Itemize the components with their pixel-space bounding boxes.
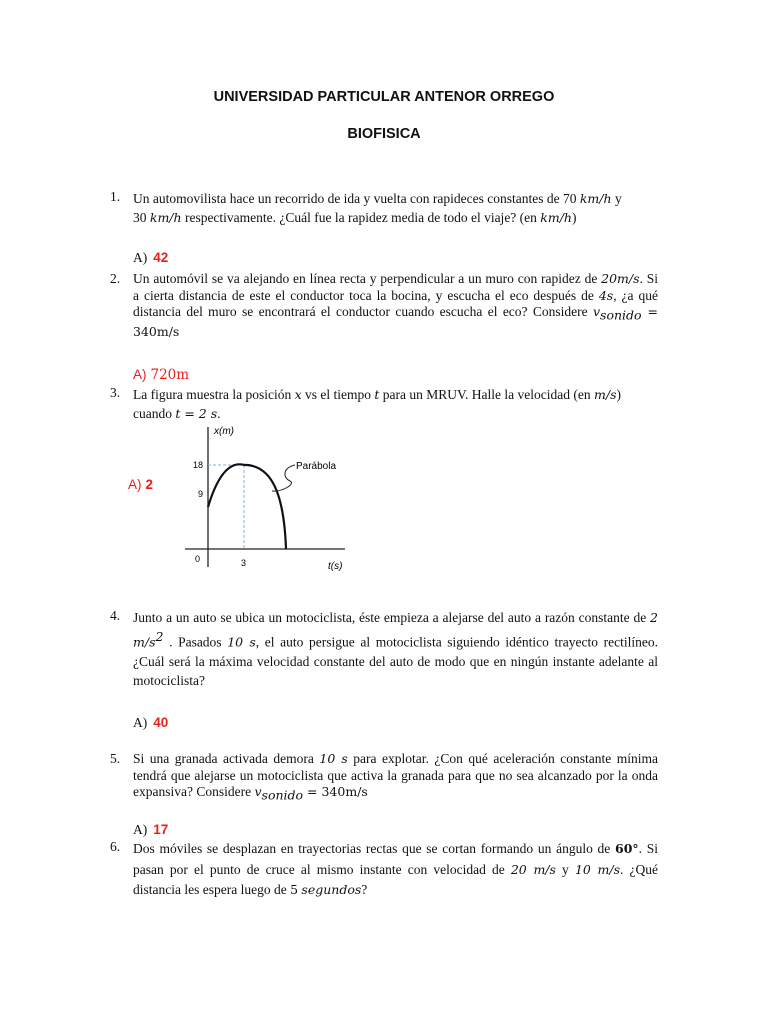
question-3-text: La figura muestra la posición x vs el tiempo t para un MRUV. Halle la velocidad (en m/s) cuando t = 2 s. [133, 387, 621, 421]
question-3-answer: A) 2 [128, 477, 154, 492]
parabola-curve [208, 464, 286, 549]
question-6-text: Dos móviles se desplazan en trayectorias rectas que se cortan formando un ángulo de 60°. Si pasan por el punto de cruce al mismo instante con velocidad de 20 m/s y 10 m/s. ¿Qué distancia les espera luego de 5 segundos? [133, 841, 659, 897]
question-5-answer: A) 17 [133, 822, 169, 837]
question-4-answer: A) 40 [133, 715, 169, 730]
question-number: 1. [110, 189, 121, 204]
question-2-answer: A) 720m [133, 367, 190, 383]
question-number: 2. [110, 271, 121, 286]
y-tick-label: 18 [193, 460, 204, 470]
question-number: 6. [110, 839, 121, 854]
question-1-answer: A) 42 [133, 250, 169, 265]
x-tick-label: 0 [195, 554, 201, 564]
question-number: 4. [110, 608, 121, 623]
question-4-text: Junto a un auto se ubica un motociclista, éste empieza a alejarse del auto a razón constante de 2 $m/s^2$ . Pasados 10 s, el auto persigue al motociclista siguiendo idéntico trayecto rectilíneo. ¿Cuál será la máxima velocidad constante del auto de modo que en ningún instante adelante al motociclista? [133, 610, 658, 688]
question-2-text: Un automóvil se va alejando en línea recta y perpendicular a un muro con rapidez de 20m/s. Si a cierta distancia de este el conductor toca la bocina, y escucha el eco después de 4s, ¿a qué distancia del muro se encontrará el conductor cuando escucha el eco? Considere $v_{sonido} = 340m/s$ [133, 271, 658, 340]
y-tick-label: 9 [198, 489, 204, 499]
university-title: UNIVERSIDAD PARTICULAR ANTENOR ORREGO [213, 89, 555, 105]
question-1-text: Un automovilista hace un recorrido de ida y vuelta con rapideces constantes de 70 km/h y 30 km/h respectivamente. ¿Cuál fue la rapidez media de todo el viaje? (en km/h) [133, 191, 622, 225]
question-number: 5. [110, 751, 121, 766]
parabola-annotation: Parábola [296, 461, 337, 472]
question-number: 3. [110, 385, 121, 400]
course-title: BIOFISICA [347, 126, 421, 142]
y-axis-label: x(m) [214, 426, 234, 437]
x-tick-label: 3 [241, 558, 247, 568]
question-5-text: Si una granada activada demora 10 s para explotar. ¿Con qué aceleración constante mínima tendrá que alejarse un motociclista que activa la granada para que no sea alcanzado por la onda expansiva? Considere $v_{sonido} = 340m/s$ [133, 751, 659, 803]
x-axis-label: t(s) [328, 561, 343, 572]
